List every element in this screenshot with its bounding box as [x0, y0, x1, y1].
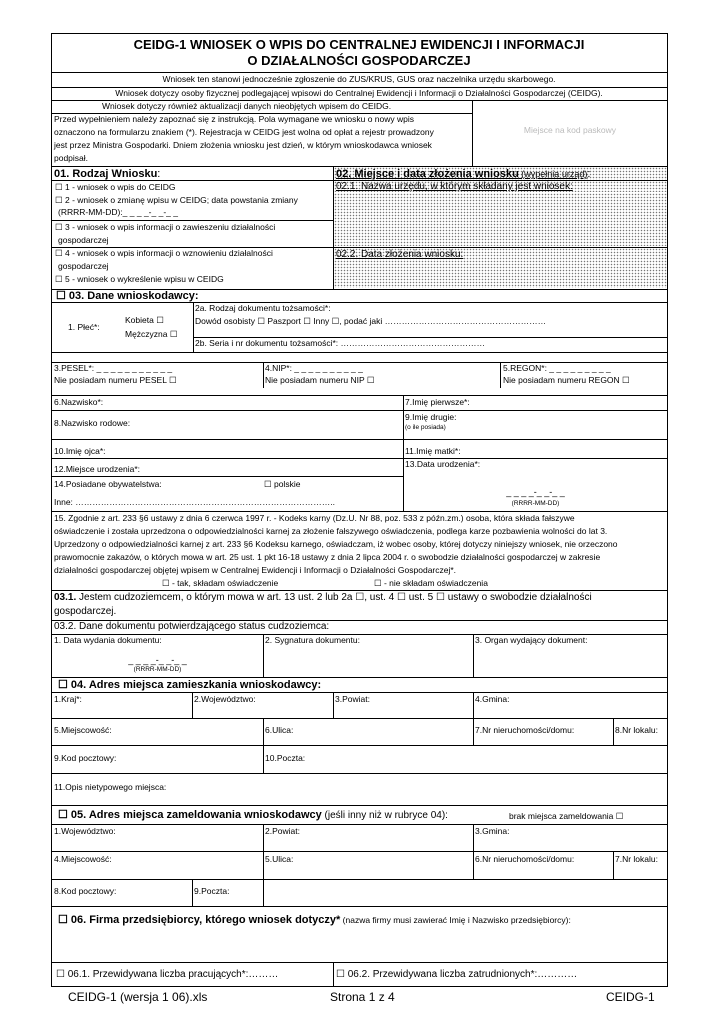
s05-apartment-field[interactable]: 7.Nr lokalu:: [615, 854, 658, 864]
birthdate-label: 13.Data urodzenia*:: [405, 459, 481, 469]
declaration-line-5: działalności gospodarczej objętej wpisem w Centralnej Ewidencji i Informacji o Działalności Gospodarczej*.: [54, 565, 457, 575]
s05-commune-field[interactable]: 3.Gmina:: [475, 826, 510, 836]
ceidg-form: [51, 33, 668, 987]
s02-field-1-label: 02.1. Nazwa urzędu, w którym składany jest wniosek:: [336, 181, 573, 192]
section-02-title: 02. Miejsce i data złożenia wniosku (wypełnia urząd):: [336, 168, 591, 180]
id-doc-type-label: 2a. Rodzaj dokumentu tożsamości*:: [195, 303, 331, 313]
instructions-line-3: jest przez Ministra Gospodarki. Dniem złożenia wniosku jest dzień, w którym wnioskodawca wniosek: [54, 140, 432, 150]
surname-field[interactable]: 6.Nazwisko*:: [54, 397, 104, 407]
s04-post-office-field[interactable]: 10.Poczta:: [265, 753, 306, 763]
first-name-field[interactable]: 7.Imię pierwsze*:: [405, 397, 470, 407]
s05-house-number-field[interactable]: 6.Nr nieruchomości/domu:: [475, 854, 575, 864]
s01-option-5[interactable]: ☐ 5 - wniosek o wykreślenie wpisu w CEIDG: [55, 274, 224, 284]
father-name-field[interactable]: 10.Imię ojca*:: [54, 446, 106, 456]
s04-location-description-field[interactable]: 11.Opis nietypowego miejsca:: [54, 782, 167, 792]
gender-female-checkbox[interactable]: Kobieta ☐: [125, 315, 164, 325]
s04-county-field[interactable]: 3.Powiat:: [335, 694, 370, 704]
s04-country-field[interactable]: 1.Kraj*:: [54, 694, 82, 704]
birthplace-field[interactable]: 12.Miejsce urodzenia*:: [54, 464, 140, 474]
foreigner-line-1-number: 03.1.: [54, 592, 77, 603]
declaration-line-2: oświadczenie i została uprzedzona o odpowiedzialności karnej za złożenie fałszywego oświadczenia, podlega karze pozbawienia wolności do lat 3.: [54, 526, 608, 536]
birthdate-field[interactable]: _ _ _ _-_ _-_ _: [506, 487, 565, 497]
foreigner-doc-date-hint: (RRRR-MM-DD): [133, 666, 182, 673]
s01-option-1[interactable]: ☐ 1 - wniosek o wpis do CEIDG: [55, 182, 176, 192]
foreigner-doc-date-label: 1. Data wydania dokumentu:: [54, 635, 162, 645]
s06-workers-count-field[interactable]: ☐ 06.1. Przewidywana liczba pracujących*:………: [56, 969, 279, 980]
s06-employees-count-field[interactable]: ☐ 06.2. Przewidywana liczba zatrudnionych*:…………: [336, 969, 578, 980]
section-03-title[interactable]: ☐ 03. Dane wnioskodawcy:: [56, 290, 199, 302]
mother-name-field[interactable]: 11.Imię matki*:: [405, 446, 461, 456]
info-line-1: Wniosek ten stanowi jednocześnie zgłoszenie do ZUS/KRUS, GUS oraz naczelnika urzędu skarbowego.: [162, 74, 556, 84]
info-line-3: Wniosek dotyczy również aktualizacji danych nieobjętych wpisem do CEIDG.: [102, 101, 392, 111]
foreigner-doc-authority-field[interactable]: 3. Organ wydający dokument:: [475, 635, 588, 645]
info-line-2: Wniosek dotyczy osoby fizycznej podlegającej wpisowi do Centralnej Ewidencji i Informacji o Działalności Gospodarczej (CEIDG).: [115, 88, 603, 98]
foreigner-line-1[interactable]: [54, 592, 592, 604]
declaration-no-checkbox[interactable]: ☐ - nie składam oświadczenia: [374, 578, 488, 588]
foreigner-doc-label: 03.2. Dane dokumentu potwierdzającego status cudzoziemca:: [54, 621, 330, 632]
s01-option-2[interactable]: ☐ 2 - wniosek o zmianę wpisu w CEIDG; data powstania zmiany: [55, 195, 298, 205]
regon-none-checkbox[interactable]: Nie posiadam numeru REGON ☐: [503, 375, 630, 385]
s02-office-field[interactable]: [334, 193, 667, 246]
nip-field[interactable]: 4.NIP*: _ _ _ _ _ _ _ _ _ _: [265, 363, 363, 373]
section-05-title[interactable]: ☐ 05. Adres miejsca zameldowania wnioskodawcy (jeśli inny niż w rubryce 04):: [58, 809, 448, 821]
s04-postal-code-field[interactable]: 9.Kod pocztowy:: [54, 753, 117, 763]
foreigner-doc-signature-field[interactable]: 2. Sygnatura dokumentu:: [265, 635, 360, 645]
id-doc-series-field[interactable]: 2b. Seria i nr dokumentu tożsamości*: ……………………………………………: [195, 338, 486, 348]
s04-house-number-field[interactable]: 7.Nr nieruchomości/domu:: [475, 725, 575, 735]
s04-commune-field[interactable]: 4.Gmina:: [475, 694, 510, 704]
nip-none-checkbox[interactable]: Nie posiadam numeru NIP ☐: [265, 375, 375, 385]
declaration-line-1: 15. Zgodnie z art. 233 §6 ustawy z dnia 6 czerwca 1997 r. - Kodeks karny (Dz.U. Nr 88, poz. 533 z późn.zm.) osoba, która składa fałszywe: [54, 513, 575, 523]
pesel-none-checkbox[interactable]: Nie posiadam numeru PESEL ☐: [54, 375, 177, 385]
footer-page-number: Strona 1 z 4: [330, 990, 395, 1004]
s01-option-2-date[interactable]: (RRRR-MM-DD):_ _ _ _-_ _-_ _: [58, 207, 178, 217]
s05-postal-code-field[interactable]: 8.Kod pocztowy:: [54, 886, 117, 896]
pesel-field[interactable]: 3.PESEL*: _ _ _ _ _ _ _ _ _ _ _: [54, 363, 173, 373]
s04-street-field[interactable]: 6.Ulica:: [265, 725, 294, 735]
form-title-line1: CEIDG-1 WNIOSEK O WPIS DO CENTRALNEJ EWIDENCJI I INFORMACJI: [133, 37, 585, 52]
gender-label: 1. Płeć*:: [68, 322, 100, 332]
s01-option-4b: gospodarczej: [58, 261, 109, 271]
s05-city-field[interactable]: 4.Miejscowość:: [54, 854, 112, 864]
declaration-line-3: Uprzedzony o odpowiedzialności karnej z art. 233 §6 Kodeksu karnego, oświadczam, iż wobec osoby, której dotyczy niniejszy wniosek, nie orzeczono: [54, 539, 618, 549]
second-name-note: (o ile posiada): [405, 424, 446, 431]
s05-post-office-field[interactable]: 9.Poczta:: [194, 886, 230, 896]
instructions-line-1: Przed wypełnieniem należy zapoznać się z instrukcją. Pola wymagane we wniosku o nowy wpis: [54, 114, 415, 124]
id-doc-type-options[interactable]: Dowód osobisty ☐ Paszport ☐ Inny ☐, podać jaki …………………………………………………: [195, 316, 547, 326]
barcode-placeholder: Miejsce na kod paskowy: [523, 125, 617, 135]
citizenship-other-field[interactable]: Inne: ………………………………………………………………………………..: [54, 497, 335, 507]
declaration-yes-checkbox[interactable]: ☐ - tak, składam oświadczenie: [162, 578, 279, 588]
regon-field[interactable]: 5.REGON*: _ _ _ _ _ _ _ _ _: [503, 363, 611, 373]
instructions-line-2: oznaczono na formularzu znakiem (*). Rejestracja w CEIDG jest wolna od opłat a rejestr prowadzony: [54, 127, 434, 137]
section-01-title: 01. Rodzaj Wniosku:: [54, 168, 161, 180]
citizenship-label: 14.Posiadane obywatelstwa:: [54, 479, 162, 489]
second-name-field[interactable]: 9.Imię drugie:: [405, 412, 457, 422]
s02-field-2-label: 02.2. Data złożenia wniosku:: [336, 249, 464, 260]
section-04-title[interactable]: ☐ 04. Adres miejsca zamieszkania wnioskodawcy:: [58, 679, 322, 691]
maiden-name-field[interactable]: 8.Nazwisko rodowe:: [54, 418, 131, 428]
foreigner-line-1-text: Jestem cudzoziemcem, o którym mowa w art. 13 ust. 2 lub 2a ☐, ust. 4 ☐ ust. 5 ☐ ustawy o swobodzie działalności: [76, 592, 592, 603]
s04-city-field[interactable]: 5.Miejscowość:: [54, 725, 112, 735]
foreigner-doc-date-field[interactable]: _ _ _ _-_ _-_ _: [128, 655, 187, 665]
form-title-line2: O DZIAŁALNOŚCI GOSPODARCZEJ: [247, 53, 471, 68]
birthdate-hint: (RRRR-MM-DD): [511, 500, 560, 507]
foreigner-line-2: gospodarczej.: [54, 606, 117, 617]
citizenship-polish-checkbox[interactable]: ☐ polskie: [264, 479, 301, 489]
section-06-title[interactable]: ☐ 06. Firma przedsiębiorcy, którego wniosek dotyczy* (nazwa firmy musi zawierać Imię i Nazwisko przedsiębiorcy):: [58, 914, 571, 926]
footer-file-name: CEIDG-1 (wersja 1 06).xls: [68, 990, 208, 1004]
s01-option-3b: gospodarczej: [58, 235, 109, 245]
s05-no-registration-checkbox[interactable]: brak miejsca zameldowania ☐: [509, 811, 624, 821]
s01-option-4[interactable]: ☐ 4 - wniosek o wpis informacji o wznowieniu działalności: [55, 248, 273, 258]
s04-voivodeship-field[interactable]: 2.Województwo:: [194, 694, 256, 704]
s05-street-field[interactable]: 5.Ulica:: [265, 854, 294, 864]
s04-apartment-field[interactable]: 8.Nr lokalu:: [615, 725, 658, 735]
s05-county-field[interactable]: 2.Powiat:: [265, 826, 300, 836]
instructions-line-4: podpisał.: [54, 153, 89, 163]
declaration-line-4: prawomocnie zakazów, o których mowa w art. 25 ust. 1 pkt 16-18 ustawy z dnia 2 lipca 2004 r. o swobodzie działalności gospodarczej w zakresie: [54, 552, 601, 562]
gender-male-checkbox[interactable]: Mężczyzna ☐: [125, 329, 178, 339]
s05-voivodeship-field[interactable]: 1.Województwo:: [54, 826, 116, 836]
footer-form-code: CEIDG-1: [606, 990, 655, 1004]
s01-option-3[interactable]: ☐ 3 - wniosek o wpis informacji o zawieszeniu działalności: [55, 222, 276, 232]
